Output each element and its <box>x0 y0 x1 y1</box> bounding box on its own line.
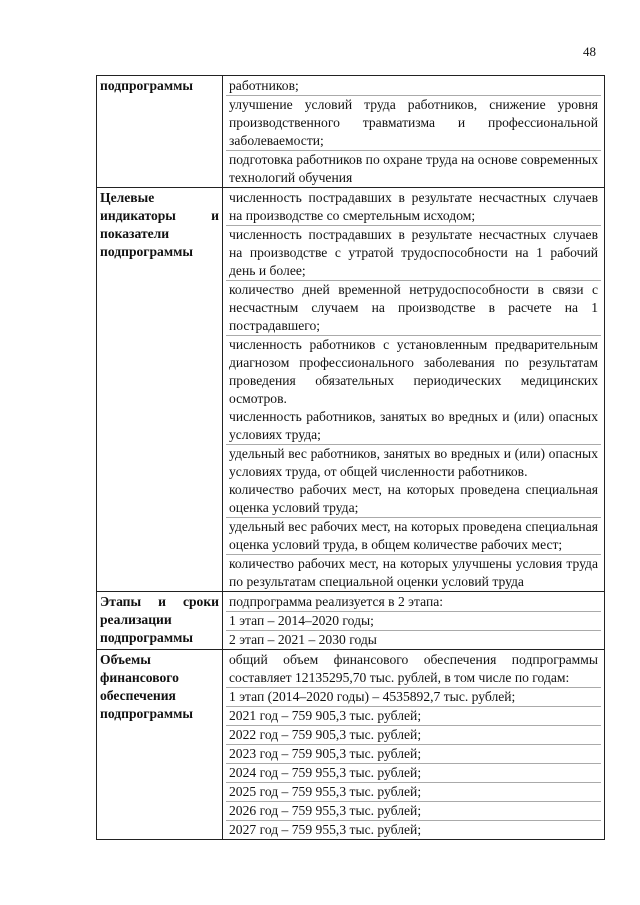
list-item: подготовка работников по охране труда на основе современных технологий обучения <box>226 150 601 187</box>
subprogram-passport-table <box>96 75 605 840</box>
label-line: подпрограммы <box>100 706 193 721</box>
list-item: подпрограмма реализуется в 2 этапа: <box>229 594 444 609</box>
list-item: количество рабочих мест, на которых проведена специальная оценка условий труда; <box>229 482 598 515</box>
row-content <box>223 592 605 650</box>
label-line: Этапы и сроки <box>100 594 219 609</box>
label-line: финансового <box>100 670 179 685</box>
label-line: показатели <box>100 226 170 241</box>
list-item: 2026 год – 759 955,3 тыс. рублей; <box>226 801 601 820</box>
list-item: общий объем финансового обеспечения подпрограммы составляет 12135295,70 тыс. рублей, в том числе по годам: <box>229 652 598 685</box>
table-row <box>97 650 605 840</box>
page-number: 48 <box>583 44 596 59</box>
row-label <box>97 650 223 840</box>
list-item: численность работников, занятых во вредных и (или) опасных условиях труда; <box>229 409 598 442</box>
list-item: улучшение условий труда работников, снижение уровня производственного травматизма и профессиональной заболеваемости; <box>226 95 601 150</box>
row-content <box>223 650 605 840</box>
label-line: индикаторы и <box>100 208 219 223</box>
row-label <box>97 76 223 188</box>
list-item: 2027 год – 759 955,3 тыс. рублей; <box>226 820 601 839</box>
list-item: 1 этап – 2014–2020 годы; <box>226 611 601 630</box>
row-content <box>223 76 605 188</box>
label-line: подпрограммы <box>100 244 193 259</box>
list-item: 2 этап – 2021 – 2030 годы <box>226 630 601 649</box>
list-item: 2021 год – 759 905,3 тыс. рублей; <box>226 706 601 725</box>
list-item: 2025 год – 759 955,3 тыс. рублей; <box>226 782 601 801</box>
row-label <box>97 188 223 592</box>
list-item: 2024 год – 759 955,3 тыс. рублей; <box>226 763 601 782</box>
list-item: численность пострадавших в результате несчастных случаев на производстве со смертельным исходом; <box>229 190 598 223</box>
label-line: Объемы <box>100 652 151 667</box>
label-line: реализации <box>100 612 172 627</box>
label-line: Целевые <box>100 190 155 205</box>
list-item: количество дней временной нетрудоспособности в связи с несчастным случаем на производстве в расчете на 1 пострадавшего; <box>226 280 601 335</box>
list-item: 2023 год – 759 905,3 тыс. рублей; <box>226 744 601 763</box>
list-item: 1 этап (2014–2020 годы) – 4535892,7 тыс. рублей; <box>226 687 601 706</box>
label-line: подпрограммы <box>100 78 193 93</box>
list-item: количество рабочих мест, на которых улучшены условия труда по результатам специальной оценки условий труда <box>226 554 601 591</box>
list-item: 2022 год – 759 905,3 тыс. рублей; <box>226 725 601 744</box>
table-row <box>97 76 605 188</box>
list-item: удельный вес работников, занятых во вредных и (или) опасных условиях труда, от общей численности работников. <box>226 444 601 481</box>
list-item: удельный вес рабочих мест, на которых проведена специальная оценка условий труда, в общем количестве рабочих мест; <box>226 517 601 554</box>
row-content <box>223 188 605 592</box>
row-label <box>97 592 223 650</box>
list-item: численность пострадавших в результате несчастных случаев на производстве с утратой трудоспособности на 1 рабочий день и более; <box>226 225 601 280</box>
table-row <box>97 592 605 650</box>
label-line: подпрограммы <box>100 630 193 645</box>
table-row <box>97 188 605 592</box>
list-item: работников; <box>229 78 299 93</box>
label-line: обеспечения <box>100 688 176 703</box>
list-item: численность работников с установленным предварительным диагнозом профессионального заболевания по результатам проведения обязательных периодических медицинских осмотров. <box>226 335 601 408</box>
